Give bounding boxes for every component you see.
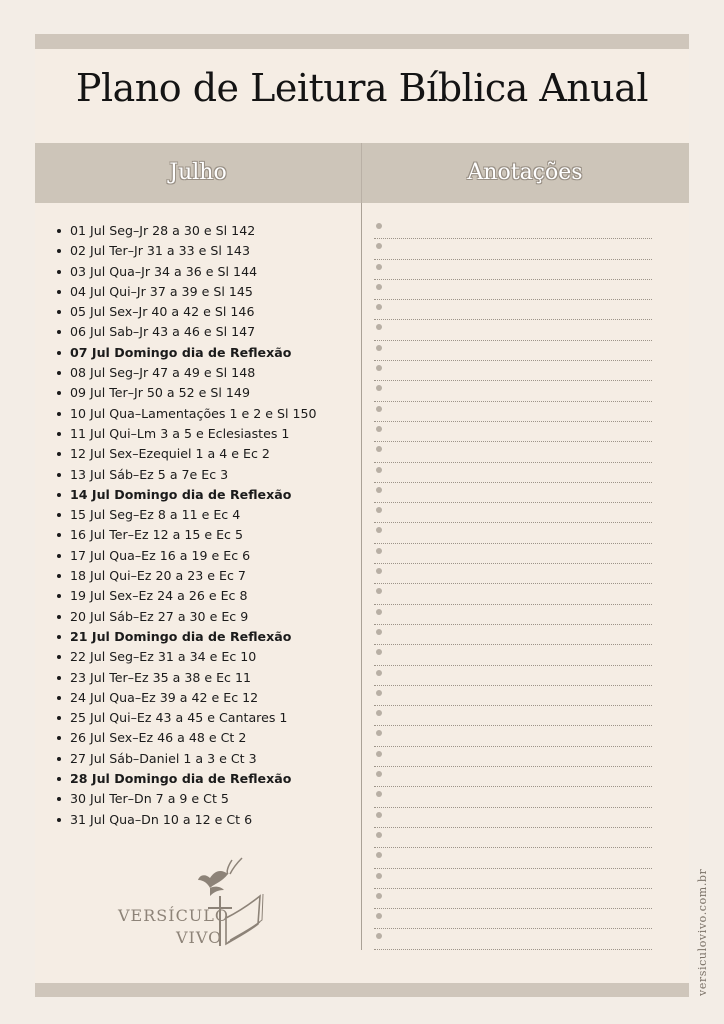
note-line: [374, 422, 652, 442]
note-line: [374, 808, 652, 828]
note-line: [374, 219, 652, 239]
note-line: [374, 869, 652, 889]
note-bullet-icon: [376, 933, 382, 939]
note-bullet-icon: [376, 791, 382, 797]
reading-item: 30 Jul Ter–Dn 7 a 9 e Ct 5: [56, 789, 356, 809]
note-line: [374, 747, 652, 767]
reflection-day-item: 28 Jul Domingo dia de Reflexão: [56, 769, 356, 789]
note-line: [374, 503, 652, 523]
note-line: [374, 463, 652, 483]
note-bullet-icon: [376, 527, 382, 533]
reading-item: 16 Jul Ter–Ez 12 a 15 e Ec 5: [56, 525, 356, 545]
reading-item: 01 Jul Seg–Jr 28 a 30 e Sl 142: [56, 221, 356, 241]
note-line: [374, 929, 652, 949]
note-bullet-icon: [376, 345, 382, 351]
reading-item: 18 Jul Qui–Ez 20 a 23 e Ec 7: [56, 566, 356, 586]
reading-item: 04 Jul Qui–Jr 37 a 39 e Sl 145: [56, 282, 356, 302]
reading-item: 26 Jul Sex–Ez 46 a 48 e Ct 2: [56, 728, 356, 748]
reading-item: 24 Jul Qua–Ez 39 a 42 e Ec 12: [56, 688, 356, 708]
note-bullet-icon: [376, 487, 382, 493]
note-line: [374, 584, 652, 604]
reading-list: [56, 221, 356, 830]
note-line: [374, 544, 652, 564]
top-band: [35, 34, 689, 49]
header-divider: [361, 143, 362, 203]
note-bullet-icon: [376, 446, 382, 452]
note-line: [374, 605, 652, 625]
note-bullet-icon: [376, 649, 382, 655]
note-line: [374, 666, 652, 686]
reflection-day-item: 14 Jul Domingo dia de Reflexão: [56, 485, 356, 505]
reading-item: 17 Jul Qua–Ez 16 a 19 e Ec 6: [56, 546, 356, 566]
note-bullet-icon: [376, 588, 382, 594]
reading-item: 13 Jul Sáb–Ez 5 a 7e Ec 3: [56, 465, 356, 485]
note-line: [374, 706, 652, 726]
reflection-day-item: 07 Jul Domingo dia de Reflexão: [56, 343, 356, 363]
reading-item: 19 Jul Sex–Ez 24 a 26 e Ec 8: [56, 586, 356, 606]
reading-item: 11 Jul Qui–Lm 3 a 5 e Eclesiastes 1: [56, 424, 356, 444]
note-line: [374, 645, 652, 665]
note-line: [374, 625, 652, 645]
note-line: [374, 361, 652, 381]
note-bullet-icon: [376, 609, 382, 615]
note-bullet-icon: [376, 243, 382, 249]
column-header-bar: [35, 143, 689, 203]
note-bullet-icon: [376, 406, 382, 412]
note-line: [374, 300, 652, 320]
note-bullet-icon: [376, 812, 382, 818]
reflection-day-item: 21 Jul Domingo dia de Reflexão: [56, 627, 356, 647]
note-bullet-icon: [376, 507, 382, 513]
note-line: [374, 909, 652, 929]
note-bullet-icon: [376, 913, 382, 919]
note-line: [374, 564, 652, 584]
reading-item: 27 Jul Sáb–Daniel 1 a 3 e Ct 3: [56, 749, 356, 769]
note-bullet-icon: [376, 751, 382, 757]
page-title: Plano de Leitura Bíblica Anual: [75, 66, 649, 110]
note-line: [374, 239, 652, 259]
notes-area: [374, 219, 652, 950]
reading-item: 12 Jul Sex–Ezequiel 1 a 4 e Ec 2: [56, 444, 356, 464]
note-bullet-icon: [376, 893, 382, 899]
note-line: [374, 280, 652, 300]
reading-item: 25 Jul Qui–Ez 43 a 45 e Cantares 1: [56, 708, 356, 728]
note-bullet-icon: [376, 670, 382, 676]
note-line: [374, 442, 652, 462]
logo-text-versiculo: VERSÍCULO: [118, 906, 230, 925]
note-bullet-icon: [376, 730, 382, 736]
note-bullet-icon: [376, 690, 382, 696]
note-line: [374, 726, 652, 746]
note-bullet-icon: [376, 264, 382, 270]
note-line: [374, 686, 652, 706]
note-line: [374, 767, 652, 787]
note-bullet-icon: [376, 385, 382, 391]
reading-item: 05 Jul Sex–Jr 40 a 42 e Sl 146: [56, 302, 356, 322]
note-line: [374, 402, 652, 422]
note-bullet-icon: [376, 548, 382, 554]
note-bullet-icon: [376, 629, 382, 635]
reading-item: 09 Jul Ter–Jr 50 a 52 e Sl 149: [56, 383, 356, 403]
website-url: versiculovivo.com.br: [696, 868, 709, 996]
note-line: [374, 483, 652, 503]
reading-item: 10 Jul Qua–Lamentações 1 e 2 e Sl 150: [56, 404, 356, 424]
note-bullet-icon: [376, 873, 382, 879]
note-line: [374, 341, 652, 361]
reading-item: 03 Jul Qua–Jr 34 a 36 e Sl 144: [56, 262, 356, 282]
bottom-band: [35, 983, 689, 997]
reading-item: 23 Jul Ter–Ez 35 a 38 e Ec 11: [56, 668, 356, 688]
notes-column-header: Anotações: [467, 160, 583, 185]
reading-item: 31 Jul Qua–Dn 10 a 12 e Ct 6: [56, 810, 356, 830]
note-bullet-icon: [376, 568, 382, 574]
versiculo-vivo-logo: [110, 856, 280, 952]
note-bullet-icon: [376, 832, 382, 838]
note-bullet-icon: [376, 365, 382, 371]
note-line: [374, 787, 652, 807]
note-line: [374, 260, 652, 280]
reading-item: 02 Jul Ter–Jr 31 a 33 e Sl 143: [56, 241, 356, 261]
note-line: [374, 848, 652, 868]
reading-item: 22 Jul Seg–Ez 31 a 34 e Ec 10: [56, 647, 356, 667]
reading-item: 15 Jul Seg–Ez 8 a 11 e Ec 4: [56, 505, 356, 525]
reading-item: 08 Jul Seg–Jr 47 a 49 e Sl 148: [56, 363, 356, 383]
month-column-header: Julho: [169, 160, 227, 185]
note-line: [374, 828, 652, 848]
note-bullet-icon: [376, 426, 382, 432]
reading-item: 06 Jul Sab–Jr 43 a 46 e Sl 147: [56, 322, 356, 342]
column-divider: [361, 203, 362, 950]
note-line: [374, 523, 652, 543]
logo-text-vivo: VIVO: [176, 928, 223, 947]
note-bullet-icon: [376, 852, 382, 858]
note-bullet-icon: [376, 304, 382, 310]
reading-item: 20 Jul Sáb–Ez 27 a 30 e Ec 9: [56, 607, 356, 627]
note-bullet-icon: [376, 467, 382, 473]
note-bullet-icon: [376, 710, 382, 716]
note-bullet-icon: [376, 223, 382, 229]
note-line: [374, 381, 652, 401]
note-bullet-icon: [376, 771, 382, 777]
note-line: [374, 320, 652, 340]
note-bullet-icon: [376, 284, 382, 290]
note-bullet-icon: [376, 324, 382, 330]
note-line: [374, 889, 652, 909]
